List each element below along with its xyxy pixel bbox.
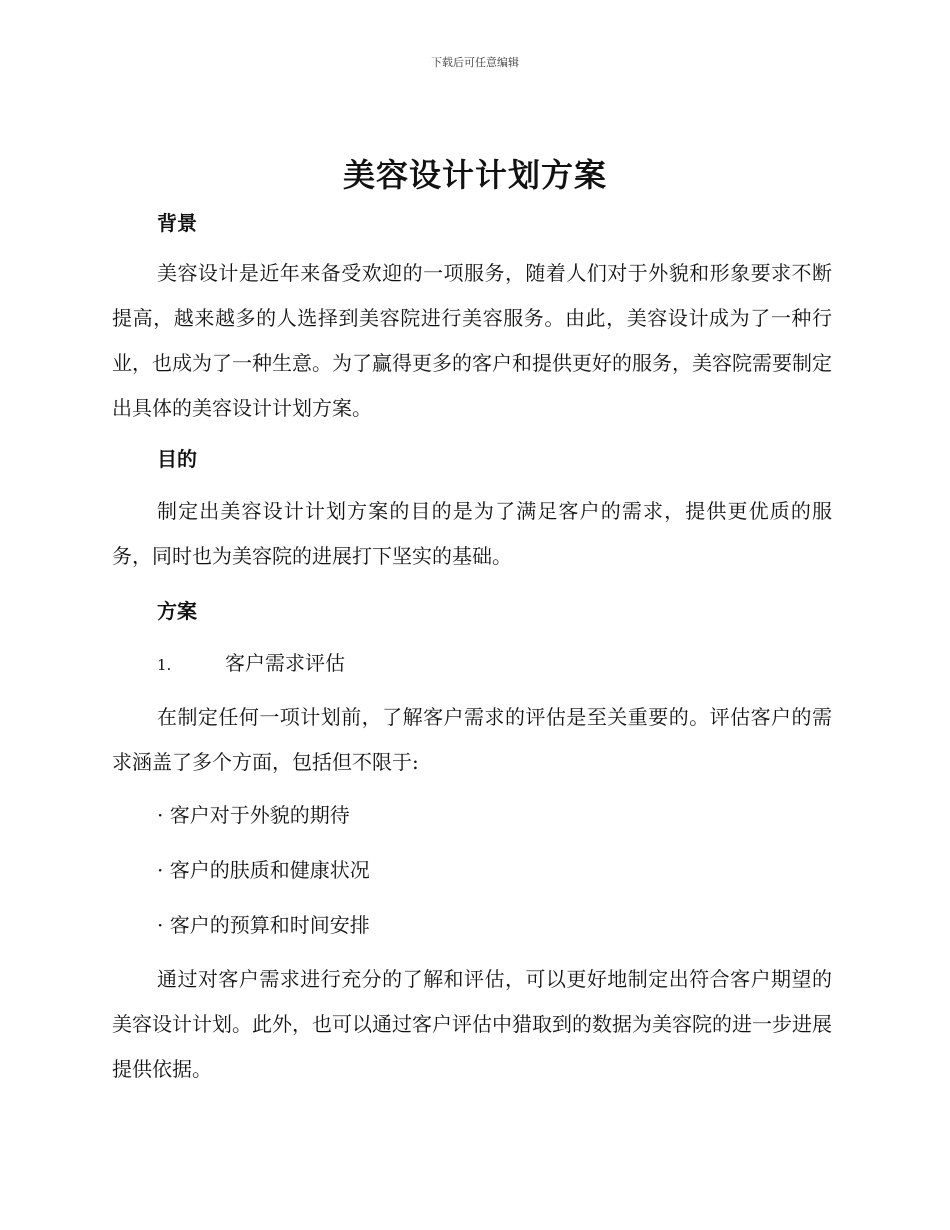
background-paragraph: 美容设计是近年来备受欢迎的一项服务，随着人们对于外貌和形象要求不断提高，越来越多的人选择到美容院进行美容服务。由此，美容设计成为了一种行业，也成为了一种生意。为了赢得更多的客户和提供更好的服务，美容院需要制定出具体的美容设计计划方案。 <box>112 261 832 420</box>
bullet-item-1: · 客户对于外貌的期待 <box>157 803 350 827</box>
plan-item-1 <box>157 648 345 680</box>
plan-item-1-title: 客户需求评估 <box>225 651 345 675</box>
plan-item-1-intro: 在制定任何一项计划前，了解客户需求的评估是至关重要的。评估客户的需求涵盖了多个方面，包括但不限于: <box>112 705 832 774</box>
bullet-item-3: · 客户的预算和时间安排 <box>157 913 370 937</box>
header-note: 下载后可任意编辑 <box>431 56 519 69</box>
plan-item-1-number: 1. <box>157 656 172 674</box>
section-heading-purpose: 目的 <box>157 447 197 471</box>
bullet-item-2: · 客户的肤质和健康状况 <box>157 858 370 882</box>
purpose-paragraph: 制定出美容设计计划方案的目的是为了满足客户的需求，提供更优质的服务，同时也为美容院的进展打下坚实的基础。 <box>112 499 832 568</box>
section-heading-plan: 方案 <box>157 599 197 623</box>
plan-item-1-conclusion: 通过对客户需求进行充分的了解和评估，可以更好地制定出符合客户期望的美容设计计划。此外，也可以通过客户评估中猎取到的数据为美容院的进一步进展提供依据。 <box>112 967 832 1081</box>
document-title: 美容设计计划方案 <box>342 156 607 194</box>
section-heading-background: 背景 <box>157 211 197 235</box>
